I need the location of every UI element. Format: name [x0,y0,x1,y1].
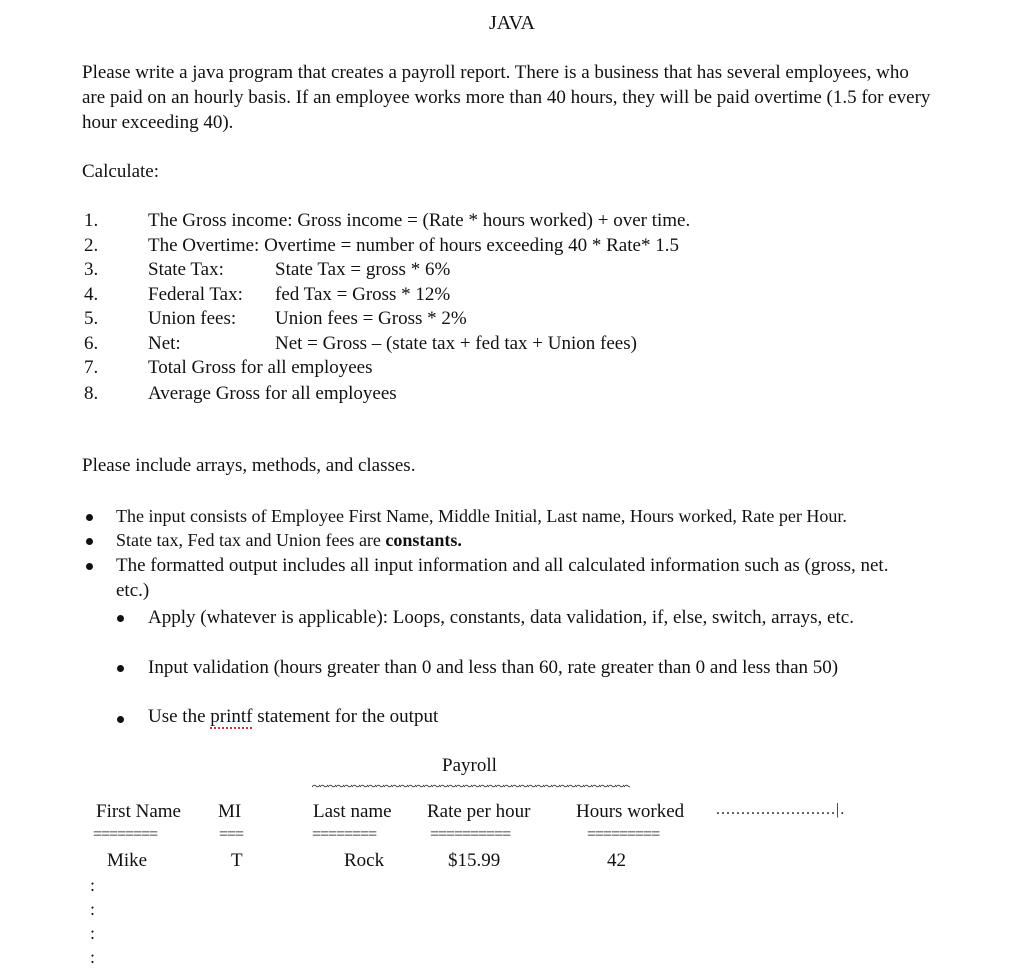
list-item-label: Union fees: [148,308,237,329]
list-item-formula: Union fees = Gross * 2% [275,308,467,329]
list-number: 4. [84,284,99,305]
bullet-icon [86,538,93,545]
list-item-label: Federal Tax: [148,284,243,305]
cell-first-name: Mike [107,850,148,871]
sub-bullet-text: Input validation (hours greater than 0 and less than 60, rate greater than 0 and less than 50) [148,657,839,678]
list-item: The Gross income: Gross income = (Rate * hours worked) + over time. [148,210,691,231]
continuation-dot: : [90,923,96,943]
bullet-text: The formatted output includes all input information and all calculated information such as (gross, net. etc.) [116,555,889,601]
cell-mi: T [231,850,243,871]
header-continuation: ........................|. [716,801,846,818]
page-title: JAVA [489,12,535,34]
list-number: 2. [84,235,99,256]
rule-last: ======== [312,826,377,843]
continuation-dot: : [90,899,96,919]
rule-hours: ========= [587,826,660,843]
bold-constants: constants. [385,530,462,550]
report-title: Payroll [442,755,497,776]
header-first-name: First Name [96,801,181,822]
header-last-name: Last name [313,801,392,822]
list-number: 1. [84,210,99,231]
spellcheck-word: printf [210,706,253,727]
cell-hours: 42 [607,850,626,871]
cell-last-name: Rock [344,850,385,871]
list-item-label: Net: [148,333,181,354]
header-rate: Rate per hour [427,801,531,822]
cell-rate: $15.99 [448,850,501,871]
rule-rate: ========== [430,826,511,843]
list-item: Average Gross for all employees [148,383,397,404]
bullet-icon [86,514,93,521]
list-number: 3. [84,259,99,280]
bullet-icon [86,563,93,570]
continuation-dot: : [90,875,96,895]
list-number: 6. [84,333,99,354]
list-item-formula: fed Tax = Gross * 12% [275,284,451,305]
list-item: The Overtime: Overtime = number of hours exceeding 40 * Rate* 1.5 [148,235,679,256]
continuation-dot: : [90,947,96,967]
list-item-formula: Net = Gross – (state tax + fed tax + Union fees) [275,333,637,354]
rule-mi: === [219,826,244,843]
sub-bullet-text: Apply (whatever is applicable): Loops, constants, data validation, if, else, switch, arrays, etc. [148,607,854,628]
list-item-formula: State Tax = gross * 6% [275,259,451,280]
rule-first: ======== [93,826,158,843]
requirements-note: Please include arrays, methods, and classes. [82,455,416,476]
list-number: 8. [84,383,99,404]
list-item-label: State Tax: [148,259,224,280]
bullet-text: State tax, Fed tax and Union fees are constants. [116,530,462,550]
bullet-icon [117,716,124,723]
header-mi: MI [218,801,242,822]
intro-paragraph: Please write a java program that creates a payroll report. There is a business that has several employees, who are paid on an hourly basis. If an employee works more than 40 hours, they will be paid overtime (1.5 for every hour exceeding 40). [82,62,931,133]
report-title-underline [312,784,630,788]
sub-bullet-text: Use the printf statement for the output [148,706,439,727]
list-item: Total Gross for all employees [148,357,373,378]
bullet-icon [117,615,124,622]
bullet-text: The input consists of Employee First Name, Middle Initial, Last name, Hours worked, Rate per Hour. [116,506,847,526]
list-number: 5. [84,308,99,329]
list-number: 7. [84,357,99,378]
header-hours: Hours worked [576,801,685,822]
calculate-label: Calculate: [82,161,160,182]
bullet-icon [117,665,124,672]
